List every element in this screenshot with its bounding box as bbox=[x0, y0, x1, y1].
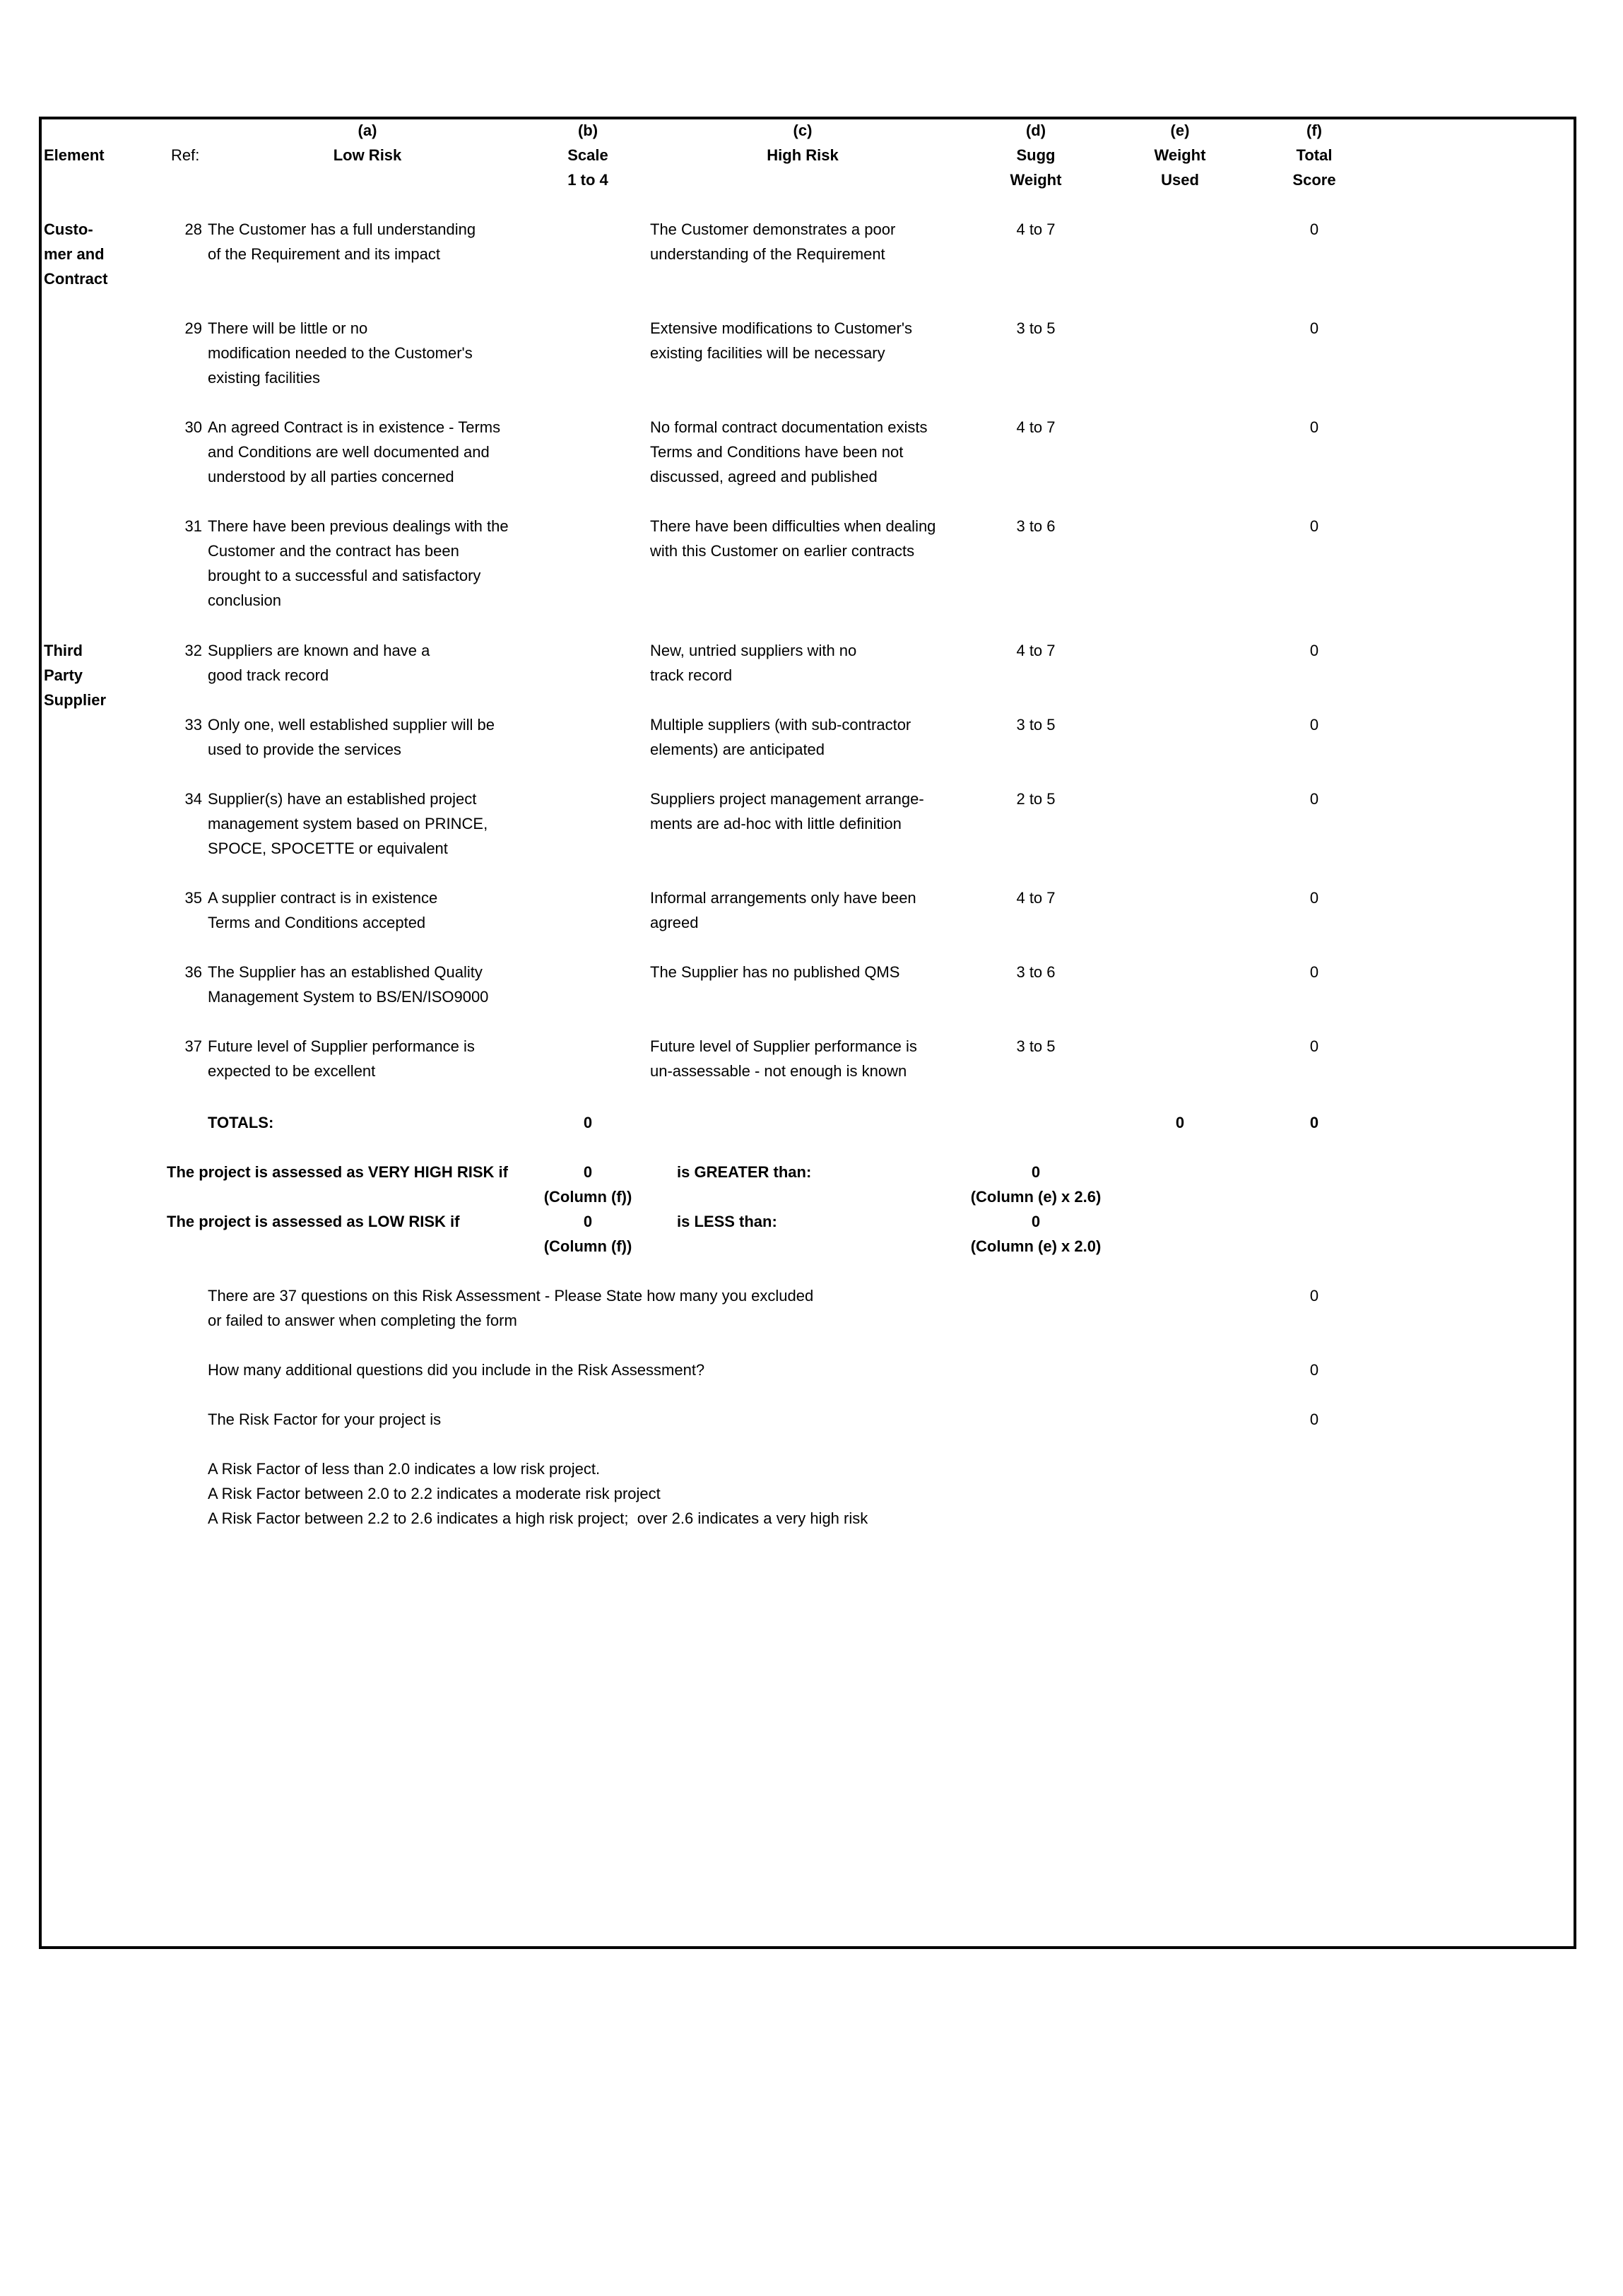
total-score: 0 bbox=[1309, 418, 1319, 436]
suggested-weight: 3 to 5 bbox=[1016, 716, 1056, 734]
high-risk-text: discussed, agreed and published bbox=[650, 468, 878, 485]
risk-note: A Risk Factor between 2.0 to 2.2 indicates a moderate risk project bbox=[208, 1485, 661, 1502]
low-risk-text: conclusion bbox=[208, 591, 281, 609]
header-f-letter: (f) bbox=[1306, 122, 1322, 139]
high-risk-text: The Supplier has no published QMS bbox=[650, 963, 900, 981]
risk-factor-question: The Risk Factor for your project is bbox=[208, 1411, 442, 1428]
row-ref: 28 bbox=[184, 220, 202, 238]
header-d-label: Sugg bbox=[1016, 146, 1056, 164]
total-score: 0 bbox=[1309, 889, 1319, 907]
total-score: 0 bbox=[1309, 220, 1319, 238]
low-risk-text: There will be little or no bbox=[208, 319, 368, 337]
section-label-line: Custo- bbox=[44, 220, 93, 238]
excluded-question-line: There are 37 questions on this Risk Assessment - Please State how many you excluded bbox=[208, 1287, 814, 1305]
high-risk-text: Future level of Supplier performance is bbox=[650, 1037, 917, 1055]
totals-label: TOTALS: bbox=[208, 1114, 274, 1131]
low-risk-text: modification needed to the Customer's bbox=[208, 344, 473, 362]
section-label-line: Party bbox=[44, 666, 83, 684]
low-risk-text: understood by all parties concerned bbox=[208, 468, 454, 485]
total-score: 0 bbox=[1309, 963, 1319, 981]
less-than-formula: (Column (e) x 2.0) bbox=[970, 1237, 1102, 1255]
low-risk-label: The project is assessed as LOW RISK if bbox=[167, 1213, 460, 1230]
low-risk-text: Terms and Conditions accepted bbox=[208, 914, 426, 931]
header-f-sub: Score bbox=[1292, 171, 1336, 189]
header-b-label: Scale bbox=[567, 146, 608, 164]
low-risk-text: Management System to BS/EN/ISO9000 bbox=[208, 988, 489, 1006]
header-e-letter: (e) bbox=[1170, 122, 1190, 139]
header-c-label: High Risk bbox=[767, 146, 839, 164]
high-risk-text: Extensive modifications to Customer's bbox=[650, 319, 913, 337]
row-ref: 29 bbox=[184, 319, 202, 337]
header-ref: Ref: bbox=[171, 146, 200, 164]
high-risk-text: Suppliers project management arrange- bbox=[650, 790, 924, 808]
risk-factor-value: 0 bbox=[1309, 1411, 1319, 1428]
header-b-sub: 1 to 4 bbox=[567, 171, 608, 189]
low-risk-text: Customer and the contract has been bbox=[208, 542, 459, 560]
high-risk-text: un-assessable - not enough is known bbox=[650, 1062, 907, 1080]
section-label-line: Contract bbox=[44, 270, 108, 288]
suggested-weight: 4 to 7 bbox=[1016, 220, 1056, 238]
low-risk-text: brought to a successful and satisfactory bbox=[208, 567, 481, 584]
suggested-weight: 4 to 7 bbox=[1016, 418, 1056, 436]
low-risk-text: expected to be excellent bbox=[208, 1062, 376, 1080]
suggested-weight: 3 to 6 bbox=[1016, 517, 1056, 535]
header-element: Element bbox=[44, 146, 105, 164]
header-e-label: Weight bbox=[1154, 146, 1206, 164]
high-risk-text: The Customer demonstrates a poor bbox=[650, 220, 896, 238]
high-risk-text: No formal contract documentation exists bbox=[650, 418, 928, 436]
high-risk-text: understanding of the Requirement bbox=[650, 245, 885, 263]
totals-scale: 0 bbox=[583, 1114, 593, 1131]
low-risk-text: Suppliers are known and have a bbox=[208, 642, 430, 659]
low-risk-text: The Customer has a full understanding bbox=[208, 220, 476, 238]
header-c-letter: (c) bbox=[793, 122, 813, 139]
low-risk-text: The Supplier has an established Quality bbox=[208, 963, 483, 981]
row-ref: 36 bbox=[184, 963, 202, 981]
row-ref: 32 bbox=[184, 642, 202, 659]
header-d-letter: (d) bbox=[1025, 122, 1046, 139]
excluded-question-line: or failed to answer when completing the form bbox=[208, 1312, 517, 1329]
totals-weight: 0 bbox=[1175, 1114, 1185, 1131]
greater-than-label: is GREATER than: bbox=[677, 1163, 812, 1181]
header-e-sub: Used bbox=[1161, 171, 1199, 189]
low-risk-text: management system based on PRINCE, bbox=[208, 815, 488, 832]
row-ref: 35 bbox=[184, 889, 202, 907]
suggested-weight: 4 to 7 bbox=[1016, 889, 1056, 907]
low-risk-text: used to provide the services bbox=[208, 741, 401, 758]
header-a-letter: (a) bbox=[358, 122, 377, 139]
row-ref: 33 bbox=[184, 716, 202, 734]
total-score: 0 bbox=[1309, 642, 1319, 659]
risk-note: A Risk Factor of less than 2.0 indicates a low risk project. bbox=[208, 1460, 601, 1478]
section-label-line: Supplier bbox=[44, 691, 107, 709]
header-a-label: Low Risk bbox=[333, 146, 402, 164]
low-risk-text: SPOCE, SPOCETTE or equivalent bbox=[208, 840, 448, 857]
high-risk-text: Terms and Conditions have been not bbox=[650, 443, 904, 461]
high-risk-text: existing facilities will be necessary bbox=[650, 344, 885, 362]
low-risk-text: An agreed Contract is in existence - Terms bbox=[208, 418, 501, 436]
low-risk-text: Future level of Supplier performance is bbox=[208, 1037, 475, 1055]
row-ref: 34 bbox=[184, 790, 202, 808]
suggested-weight: 3 to 5 bbox=[1016, 1037, 1056, 1055]
row-ref: 31 bbox=[184, 517, 202, 535]
suggested-weight: 3 to 5 bbox=[1016, 319, 1056, 337]
suggested-weight: 3 to 6 bbox=[1016, 963, 1056, 981]
additional-question: How many additional questions did you include in the Risk Assessment? bbox=[208, 1361, 705, 1379]
low-risk-text: Supplier(s) have an established project bbox=[208, 790, 477, 808]
high-risk-text: New, untried suppliers with no bbox=[650, 642, 857, 659]
less-than-label: is LESS than: bbox=[677, 1213, 777, 1230]
high-risk-text: track record bbox=[650, 666, 733, 684]
greater-than-value: 0 bbox=[1031, 1163, 1041, 1181]
header-f-label: Total bbox=[1296, 146, 1333, 164]
section-label-line: Third bbox=[44, 642, 83, 659]
less-than-value: 0 bbox=[1031, 1213, 1041, 1230]
low-column-f: (Column (f)) bbox=[543, 1237, 632, 1255]
high-risk-text: elements) are anticipated bbox=[650, 741, 825, 758]
high-risk-text: agreed bbox=[650, 914, 699, 931]
very-high-risk-label: The project is assessed as VERY HIGH RISK if bbox=[167, 1163, 508, 1181]
totals-score: 0 bbox=[1309, 1114, 1319, 1131]
low-risk-value: 0 bbox=[583, 1213, 593, 1230]
header-b-letter: (b) bbox=[577, 122, 598, 139]
total-score: 0 bbox=[1309, 790, 1319, 808]
high-risk-text: Multiple suppliers (with sub-contractor bbox=[650, 716, 911, 734]
total-score: 0 bbox=[1309, 319, 1319, 337]
section-label-line: mer and bbox=[44, 245, 105, 263]
low-risk-text: A supplier contract is in existence bbox=[208, 889, 438, 907]
row-ref: 30 bbox=[184, 418, 202, 436]
greater-than-formula: (Column (e) x 2.6) bbox=[970, 1188, 1102, 1206]
suggested-weight: 2 to 5 bbox=[1016, 790, 1056, 808]
very-high-column-f: (Column (f)) bbox=[543, 1188, 632, 1206]
low-risk-text: good track record bbox=[208, 666, 329, 684]
additional-value: 0 bbox=[1309, 1361, 1319, 1379]
low-risk-text: existing facilities bbox=[208, 369, 320, 387]
assessment-frame bbox=[39, 117, 1576, 1949]
low-risk-text: Only one, well established supplier will be bbox=[208, 716, 495, 734]
suggested-weight: 4 to 7 bbox=[1016, 642, 1056, 659]
risk-note: A Risk Factor between 2.2 to 2.6 indicates a high risk project; over 2.6 indicates a very high risk bbox=[208, 1509, 868, 1527]
low-risk-text: of the Requirement and its impact bbox=[208, 245, 440, 263]
header-d-sub: Weight bbox=[1010, 171, 1062, 189]
row-ref: 37 bbox=[184, 1037, 202, 1055]
high-risk-text: with this Customer on earlier contracts bbox=[650, 542, 915, 560]
high-risk-text: ments are ad-hoc with little definition bbox=[650, 815, 902, 832]
total-score: 0 bbox=[1309, 517, 1319, 535]
total-score: 0 bbox=[1309, 716, 1319, 734]
low-risk-text: and Conditions are well documented and bbox=[208, 443, 490, 461]
low-risk-text: There have been previous dealings with the bbox=[208, 517, 509, 535]
high-risk-text: There have been difficulties when dealing bbox=[650, 517, 936, 535]
total-score: 0 bbox=[1309, 1037, 1319, 1055]
very-high-risk-value: 0 bbox=[583, 1163, 593, 1181]
excluded-value: 0 bbox=[1309, 1287, 1319, 1305]
high-risk-text: Informal arrangements only have been bbox=[650, 889, 916, 907]
